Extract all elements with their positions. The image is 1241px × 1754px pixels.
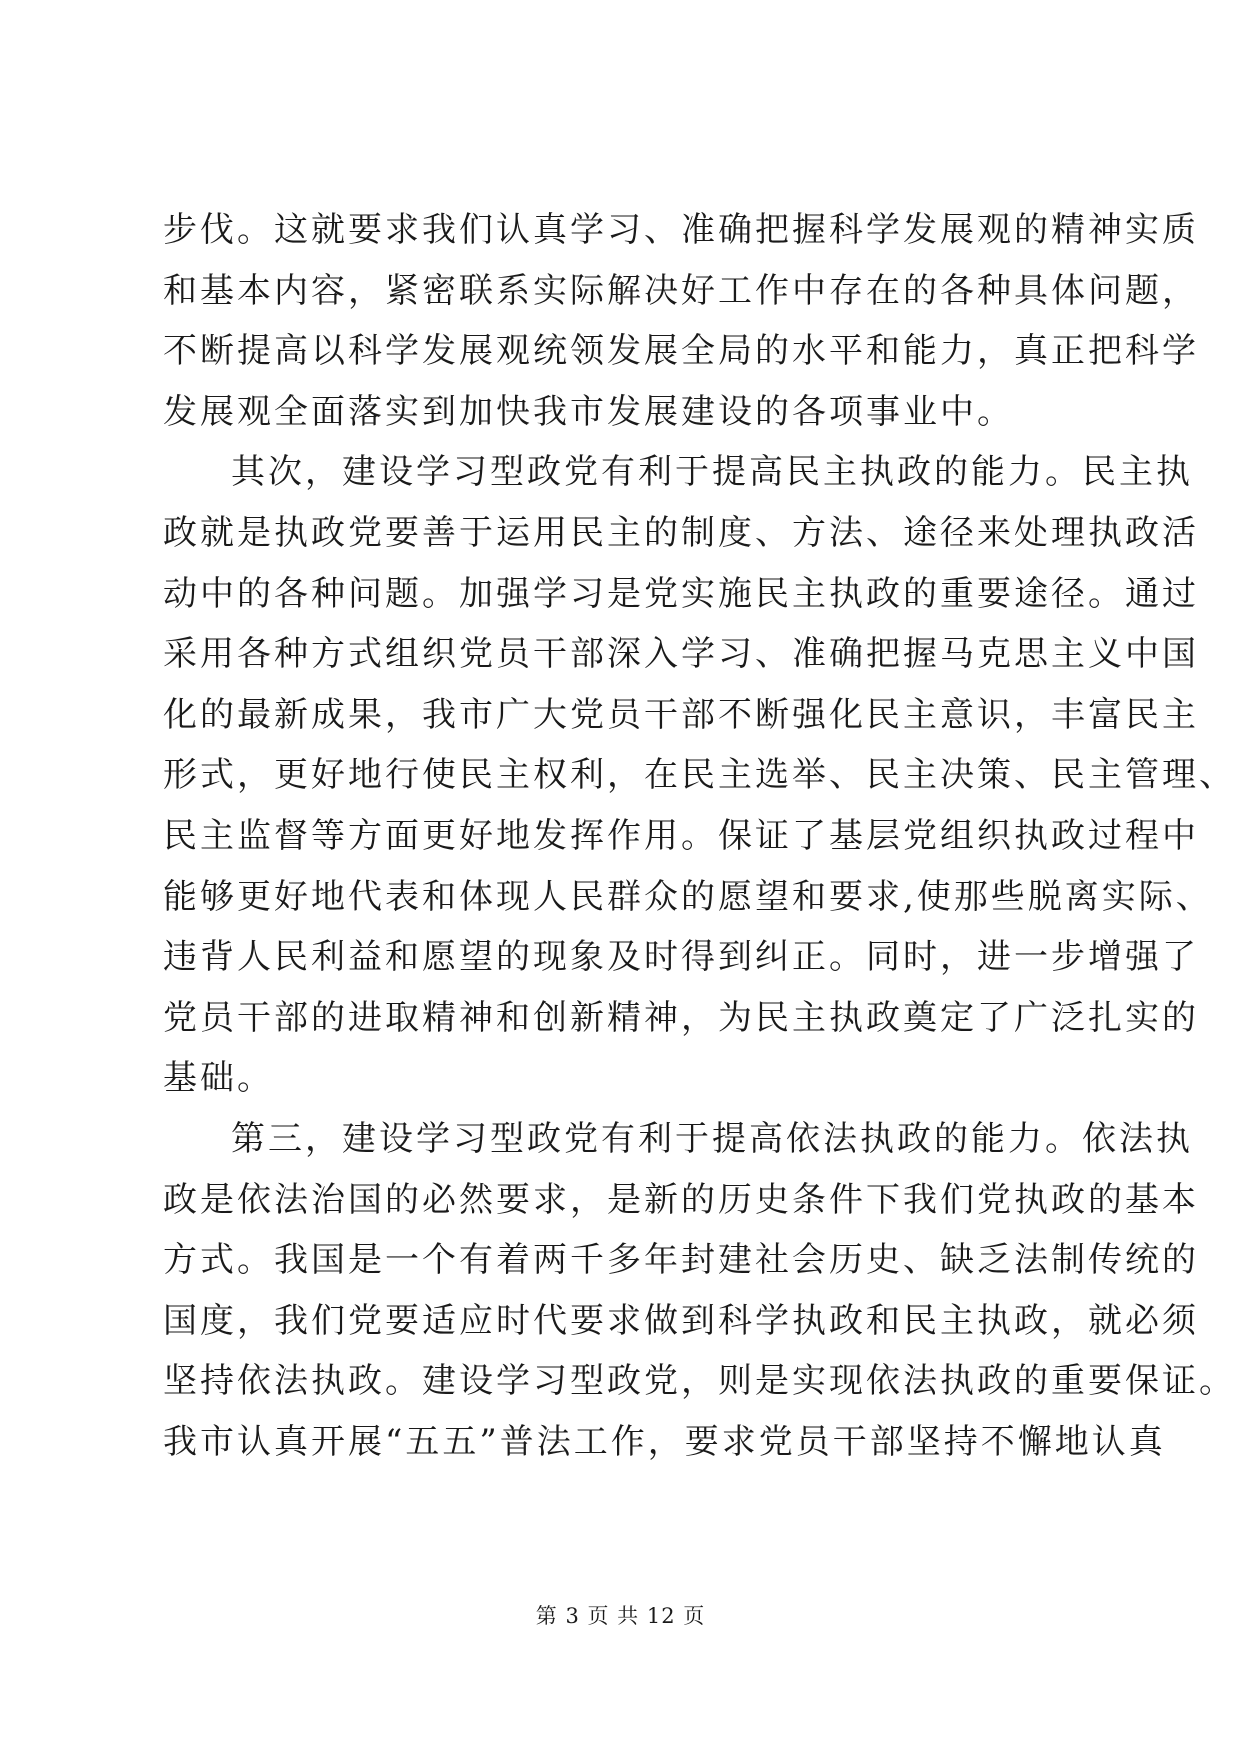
document-body: [163, 200, 1236, 1472]
paragraph-2: [163, 442, 1236, 1109]
page-number-footer: 第 3 页 共 12 页: [535, 1604, 706, 1628]
text-line: 能够更好地代表和体现人民群众的愿望和要求,使那些脱离实际、: [163, 876, 1213, 917]
text-line: 动中的各种问题。加强学习是党实施民主执政的重要途径。通过: [163, 573, 1199, 614]
text-line: 我市认真开展“五五”普法工作，要求党员干部坚持不懈地认真: [163, 1421, 1166, 1462]
text-line: 采用各种方式组织党员干部深入学习、准确把握马克思主义中国: [163, 634, 1199, 675]
text-line: 发展观全面落实到加快我市发展建设的各项事业中。: [163, 391, 1014, 432]
text-line: 民主监督等方面更好地发挥作用。保证了基层党组织执政过程中: [163, 815, 1199, 856]
text-line: 国度，我们党要适应时代要求做到科学执政和民主执政，就必须: [163, 1300, 1199, 1341]
text-line: 基础。: [163, 1058, 274, 1099]
text-line: 方式。我国是一个有着两千多年封建社会历史、缺乏法制传统的: [163, 1240, 1199, 1281]
text-line: 坚持依法执政。建设学习型政党，则是实现依法执政的重要保证。: [163, 1361, 1236, 1402]
text-line: 和基本内容，紧密联系实际解决好工作中存在的各种具体问题，: [163, 270, 1199, 311]
paragraph-1: [163, 200, 1199, 442]
text-line: 第三，建设学习型政党有利于提高依法执政的能力。依法执: [231, 1118, 1193, 1159]
text-line: 违背人民利益和愿望的现象及时得到纠正。同时，进一步增强了: [163, 937, 1199, 978]
text-line: 形式，更好地行使民主权利，在民主选举、民主决策、民主管理、: [163, 755, 1236, 796]
text-line: 化的最新成果，我市广大党员干部不断强化民主意识，丰富民主: [163, 694, 1199, 735]
text-line: 政是依法治国的必然要求，是新的历史条件下我们党执政的基本: [163, 1179, 1199, 1220]
text-line: 政就是执政党要善于运用民主的制度、方法、途径来处理执政活: [163, 512, 1199, 553]
text-line: 不断提高以科学发展观统领发展全局的水平和能力，真正把科学: [163, 331, 1199, 372]
paragraph-3: [163, 1109, 1236, 1473]
text-line: 党员干部的进取精神和创新精神，为民主执政奠定了广泛扎实的: [163, 997, 1199, 1038]
text-line: 步伐。这就要求我们认真学习、准确把握科学发展观的精神实质: [163, 210, 1199, 250]
text-line: 其次，建设学习型政党有利于提高民主执政的能力。民主执: [231, 452, 1193, 493]
